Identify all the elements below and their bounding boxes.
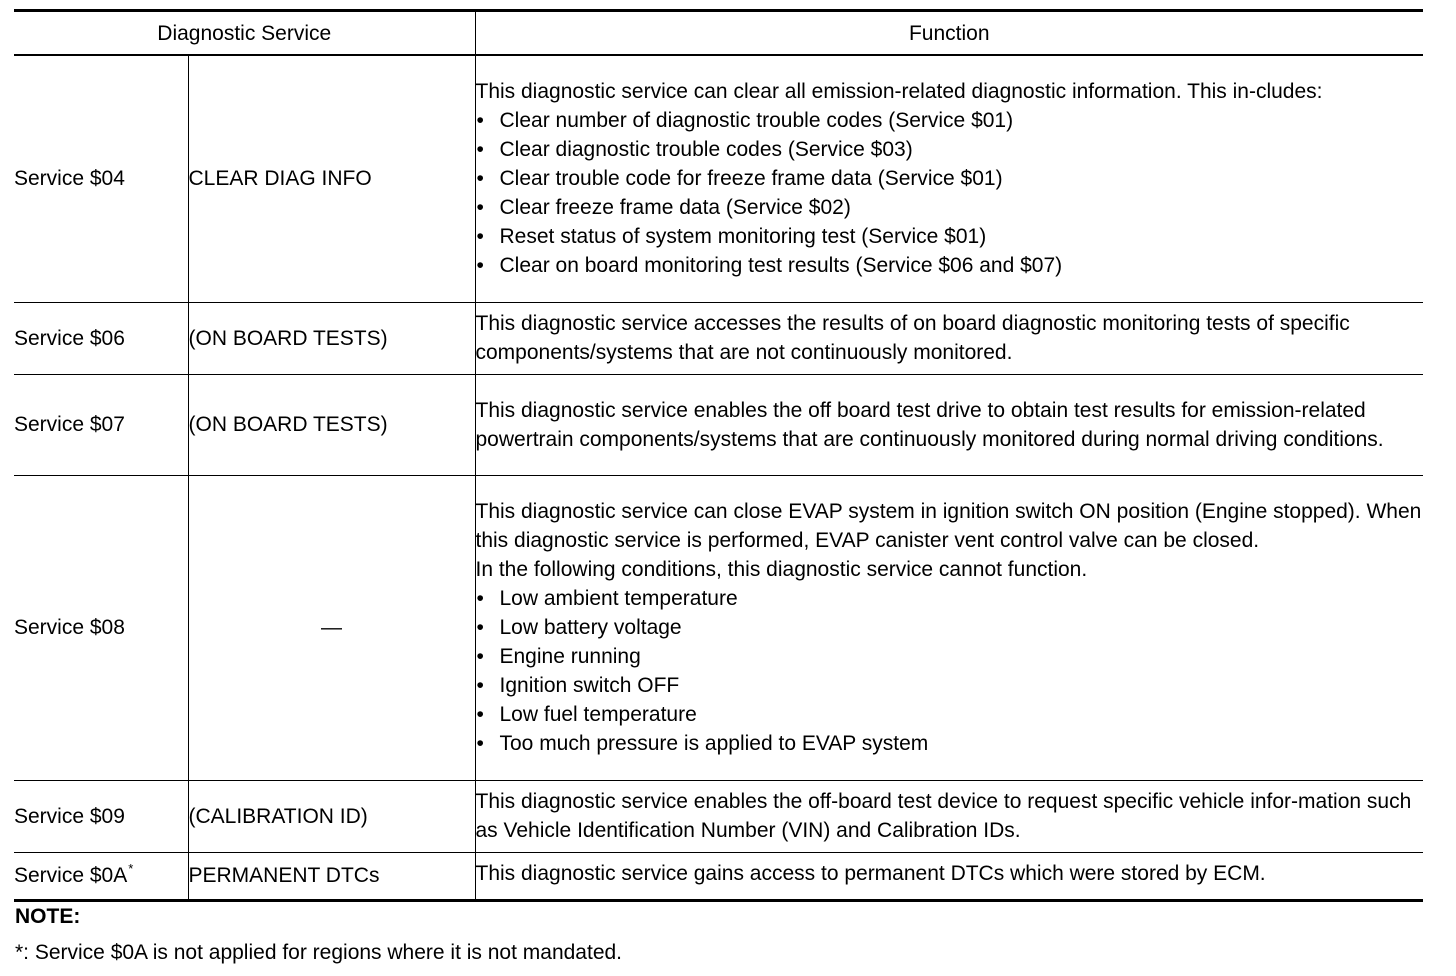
function-text: This diagnostic service can clear all emission-related diagnostic information. This in-cludes:	[475, 80, 1323, 104]
function-text: This diagnostic service enables the off-board test device to request specific vehicle infor-mation such as Vehicle Identification Number (VIN) and Calibration IDs.	[475, 790, 1412, 842]
list-item: • Low battery voltage	[476, 613, 1424, 642]
function-text: This diagnostic service enables the off board test drive to obtain test results for emission-related powertrain components/systems that are continuously monitored during normal driving conditions.	[475, 398, 1384, 451]
list-item: • Clear diagnostic trouble codes (Service $03)	[476, 135, 1424, 164]
list-item: • Clear number of diagnostic trouble codes (Service $01)	[476, 106, 1424, 135]
function-bullet-list	[476, 584, 1424, 758]
function-text: This diagnostic service accesses the results of on board diagnostic monitoring tests of specific components/systems that are not continuously monitored.	[475, 312, 1350, 364]
service-name-cell: —	[188, 475, 475, 780]
list-item: • Ignition switch OFF	[476, 671, 1424, 700]
function-cell	[475, 374, 1423, 475]
table-row	[14, 374, 1423, 475]
service-id-cell: Service $08	[14, 475, 188, 780]
function-bullet-list	[476, 106, 1424, 280]
service-id-cell: Service $07	[14, 374, 188, 475]
diagnostic-service-table	[14, 9, 1423, 902]
table-row	[14, 302, 1423, 374]
list-item: • Clear trouble code for freeze frame data (Service $01)	[476, 164, 1424, 193]
list-item: • Clear on board monitoring test results (Service $06 and $07)	[476, 251, 1424, 280]
list-item: • Too much pressure is applied to EVAP system	[476, 729, 1424, 758]
table-header-row	[14, 11, 1423, 56]
list-item: • Clear freeze frame data (Service $02)	[476, 193, 1424, 222]
list-item: • Low fuel temperature	[476, 700, 1424, 729]
table-row	[14, 852, 1423, 900]
list-item: • Reset status of system monitoring test (Service $01)	[476, 222, 1424, 251]
list-item: • Low ambient temperature	[476, 584, 1424, 613]
service-name-cell: (ON BOARD TESTS)	[188, 374, 475, 475]
function-cell	[475, 302, 1423, 374]
function-text: In the following conditions, this diagnostic service cannot function.	[475, 558, 1088, 581]
service-id-cell	[14, 852, 188, 900]
service-id-cell: Service $06	[14, 302, 188, 374]
function-cell	[475, 852, 1423, 900]
footnote-text: *: Service $0A is not applied for regions where it is not mandated.	[15, 941, 623, 964]
service-name-cell: (ON BOARD TESTS)	[188, 302, 475, 374]
function-header: Function	[475, 11, 1423, 56]
service-name-cell: PERMANENT DTCs	[188, 852, 475, 900]
service-name-cell: CLEAR DIAG INFO	[188, 55, 475, 302]
function-text: This diagnostic service gains access to permanent DTCs which were stored by ECM.	[475, 862, 1266, 885]
diagnostic-service-header: Diagnostic Service	[14, 11, 475, 56]
function-cell	[475, 55, 1423, 302]
table-row	[14, 780, 1423, 852]
service-id-cell: Service $04	[14, 55, 188, 302]
table-row	[14, 475, 1423, 780]
table-row	[14, 55, 1423, 302]
service-id-text: Service $0A	[14, 864, 128, 887]
function-text: This diagnostic service can close EVAP system in ignition switch ON position (Engine stopped). When this diagnostic service is performed, EVAP canister vent control valve can be closed.	[475, 500, 1422, 552]
service-name-cell: (CALIBRATION ID)	[188, 780, 475, 852]
footnote-mark: *	[128, 861, 134, 876]
function-cell	[475, 780, 1423, 852]
note-label: NOTE:	[15, 905, 81, 928]
list-item: • Engine running	[476, 642, 1424, 671]
service-id-cell: Service $09	[14, 780, 188, 852]
function-cell	[475, 475, 1423, 780]
